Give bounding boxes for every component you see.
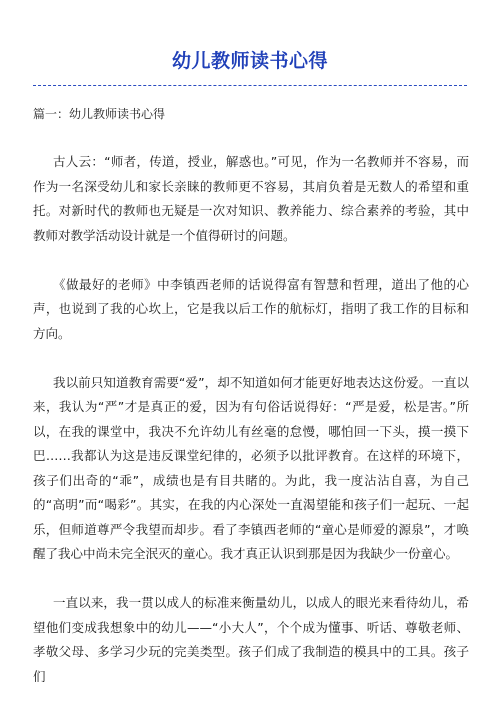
document-body xyxy=(33,150,469,708)
section-subtitle: 篇一：幼儿教师读书心得 xyxy=(33,107,166,121)
document-title: 幼儿教师读书心得 xyxy=(171,50,328,72)
paragraph-4: 一直以来，我一贯以成人的标准来衡量幼儿，以成人的眼光来看待幼儿，希望他们变成我想象中的幼儿——“小大人”，个个成为懂事、听话、尊敬老师、孝敬父母、多学习少玩的完美类型。孩子们成了我制造的模具中的工具。孩子们 xyxy=(33,595,469,684)
title-divider xyxy=(33,85,467,86)
paragraph-2: 《做最好的老师》中李镇西老师的话说得富有智慧和哲理，道出了他的心声，也说到了我的心坎上，它是我以后工作的航标灯，指明了我工作的目标和方向。 xyxy=(33,276,469,341)
paragraph-1: 古人云：“师者，传道，授业，解惑也。”可见，作为一名教师并不容易，而作为一名深受幼儿和家长亲睐的教师更不容易，其肩负着是无数人的希望和重托。对新时代的教师也无疑是一次对知识、教养能力、综合素养的考验，其中教师对教学活动设计就是一个值得研讨的问题。 xyxy=(33,154,469,243)
paragraph-3: 我以前只知道教育需要“爱”，却不知道如何才能更好地表达这份爱。一直以来，我认为“严”才是真正的爱，因为有句俗话说得好：“严是爱，松是害。”所以，在我的课堂中，我决不允许幼儿有丝毫的怠慢，哪怕回一下头，摸一摸下巴……我都认为这是违反课堂纪律的，必须予以批评教育。在这样的环境下，孩子们出奇的“乖”，成绩也是有目共睹的。为此，我一度沾沾自喜，为自己的“高明”而“喝彩”。其实，在我的内心深处一直渴望能和孩子们一起玩、一起乐，但师道尊严令我望而却步。看了李镇西老师的“童心是师爱的源泉”，才唤醒了我心中尚未完全泯灭的童心。我才真正认识到那是因为我缺少一份童心。 xyxy=(33,374,469,561)
